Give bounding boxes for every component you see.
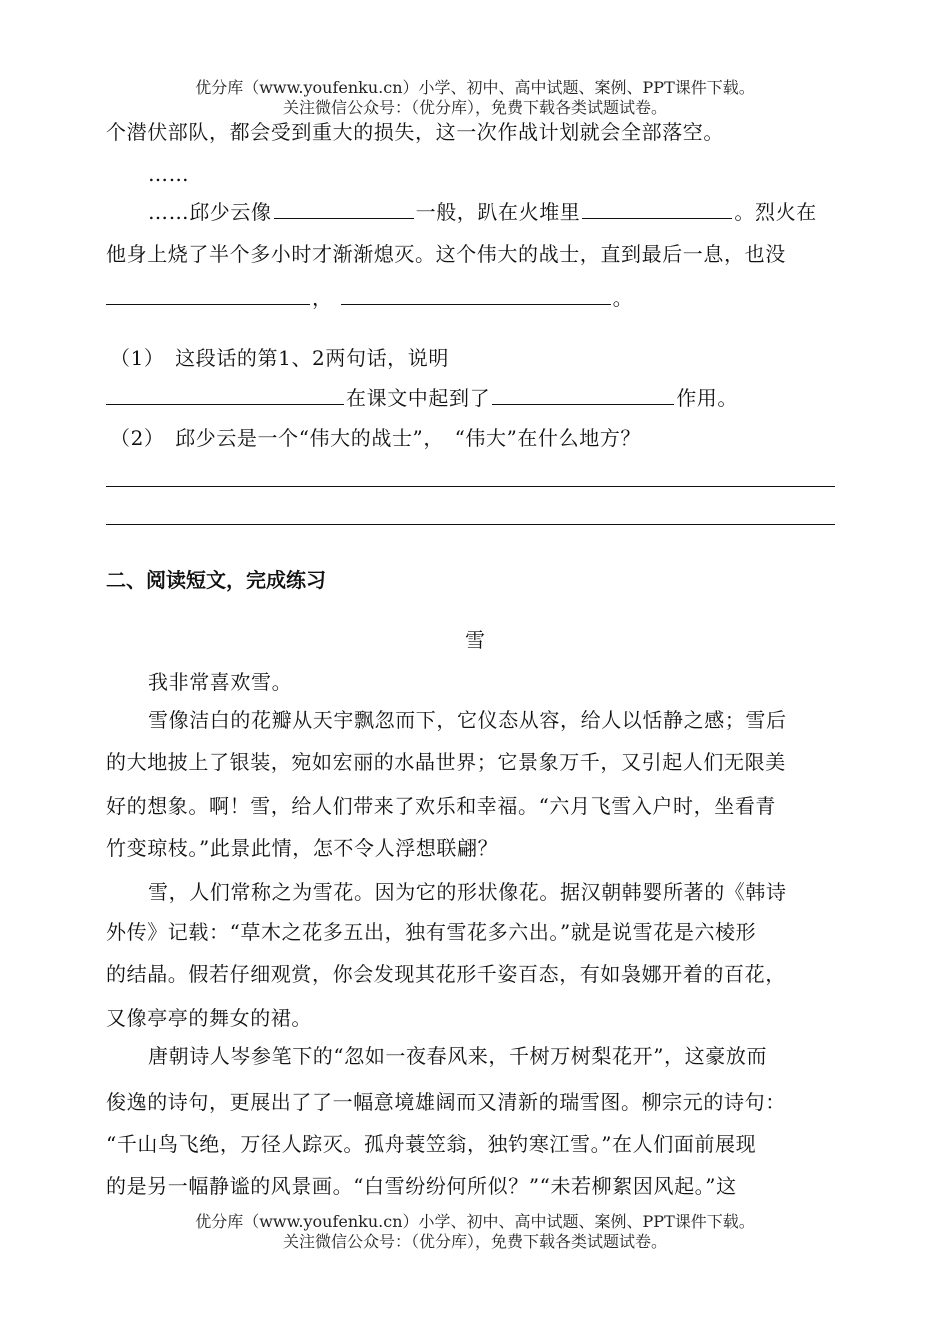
section-heading: 二、阅读短文，完成练习	[106, 568, 326, 592]
passage-line-5-sep: ，	[312, 286, 333, 310]
answer-blank-1[interactable]	[274, 198, 414, 219]
answer-blank-2[interactable]	[582, 198, 732, 219]
article-line: 的是另一幅静谧的风景画。“白雪纷纷何所似？”“未若柳絮因风起。”这	[106, 1174, 737, 1198]
answer-blank-5[interactable]	[106, 384, 344, 405]
article-line: 的结晶。假若仔细观赏，你会发现其花形千姿百态，有如袅娜开着的百花，	[106, 962, 786, 986]
question-1-b: 在课文中起到了	[346, 386, 491, 410]
article-line: 外传》记载：“草木之花多五出，独有雪花多六出。”就是说雪花是六棱形	[106, 920, 757, 944]
article-line: 雪像洁白的花瓣从天宇飘忽而下，它仪态从容，给人以恬静之感；雪后	[148, 708, 787, 732]
header-line-2: 关注微信公众号：（优分库），免费下载各类试题试卷。	[282, 98, 667, 117]
passage-line-3	[148, 198, 817, 226]
passage-ellipsis: ……	[148, 162, 190, 186]
article-line: 又像亭亭的舞女的裙。	[106, 1006, 312, 1030]
answer-line-q2-2[interactable]	[106, 524, 835, 525]
article-line: “千山鸟飞绝，万径人踪灭。孤舟蓑笠翁，独钓寒江雪。”在人们面前展现	[106, 1132, 757, 1156]
article-title: 雪	[465, 628, 485, 652]
article-line: 的大地披上了银装，宛如宏丽的水晶世界；它景象万千，又引起人们无限美	[106, 750, 786, 774]
passage-line-3c: 。烈火在	[734, 200, 817, 224]
question-2: （2） 邱少云是一个“伟大的战士”， “伟大”在什么地方？	[110, 426, 642, 450]
answer-line-q2-1[interactable]	[106, 486, 835, 487]
passage-line-4: 他身上烧了半个多小时才渐渐熄灭。这个伟大的战士，直到最后一息，也没	[106, 242, 786, 266]
article-line: 我非常喜欢雪。	[148, 670, 293, 694]
answer-blank-4[interactable]	[341, 284, 611, 305]
passage-line-1: 个潜伏部队，都会受到重大的损失，这一次作战计划就会全部落空。	[106, 120, 724, 144]
article-line: 唐朝诗人岑参笔下的“忽如一夜春风来，千树万树梨花开”，这豪放而	[148, 1044, 768, 1068]
question-1-c: 作用。	[676, 386, 739, 410]
passage-line-3a: ……邱少云像	[148, 200, 272, 224]
question-1-answer-line	[106, 384, 738, 412]
header-line-1: 优分库（www.youfenku.cn）小学、初中、高中试题、案例、PPT课件下载。	[195, 78, 755, 97]
article-line: 好的想象。啊！雪，给人们带来了欢乐和幸福。“六月飞雪入户时，坐看青	[106, 794, 777, 818]
passage-line-3b: 一般，趴在火堆里	[415, 200, 581, 224]
question-1: （1） 这段话的第1、2两句话，说明	[110, 346, 449, 370]
answer-blank-3[interactable]	[106, 284, 310, 305]
footer-line-1: 优分库（www.youfenku.cn）小学、初中、高中试题、案例、PPT课件下载。	[195, 1212, 755, 1231]
passage-line-5-end: 。	[612, 286, 634, 310]
article-line: 俊逸的诗句，更展出了了一幅意境雄阔而又清新的瑞雪图。柳宗元的诗句：	[106, 1090, 786, 1114]
footer-line-2: 关注微信公众号：（优分库），免费下载各类试题试卷。	[282, 1232, 667, 1251]
article-line: 雪，人们常称之为雪花。因为它的形状像花。据汉朝韩婴所著的《韩诗	[148, 880, 787, 904]
article-line: 竹变琼枝。”此景此情，怎不令人浮想联翩？	[106, 836, 499, 860]
passage-line-5	[106, 284, 633, 312]
answer-blank-6[interactable]	[492, 384, 674, 405]
